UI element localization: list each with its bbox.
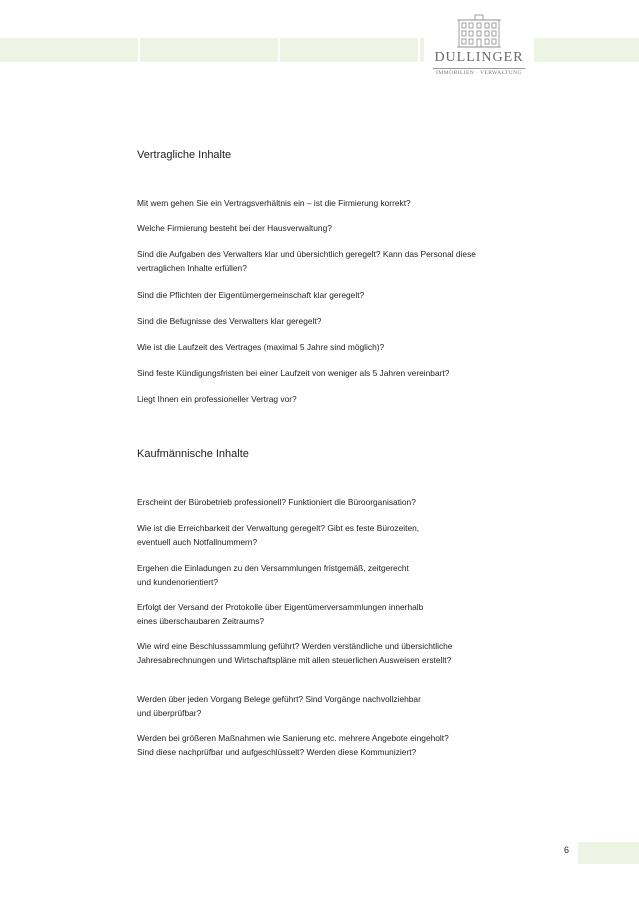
question-item: Sind die Aufgaben des Verwalters klar und übersichtlich geregelt? Kann das Personal diese vertraglichen Inhalte erfüllen? (137, 249, 476, 273)
header-band-divider (418, 38, 420, 62)
question-item: Liegt Ihnen ein professioneller Vertrag vor? (137, 394, 297, 404)
page-number: 6 (564, 845, 570, 855)
question-item: Sind die Befugnisse des Verwalters klar geregelt? (137, 316, 322, 326)
section-heading-kaufmaennische-inhalte: Kaufmännische Inhalte (137, 448, 249, 460)
logo-subtitle: IMMOBILIEN · VERWALTUNG (436, 70, 522, 76)
building-icon (453, 14, 505, 48)
header-band-divider (138, 38, 140, 62)
question-item: Werden bei größeren Maßnahmen wie Sanierung etc. mehrere Angebote eingeholt? Sind diese nachprüfbar und aufgeschlüsselt? Werden diese Kommuniziert? (137, 733, 449, 757)
logo-divider (433, 68, 525, 69)
header-band-divider (278, 38, 280, 62)
question-item: Sind die Pflichten der Eigentümergemeinschaft klar geregelt? (137, 290, 365, 300)
question-item: Erfolgt der Versand der Protokolle über Eigentümerversammlungen innerhalb eines überschaubaren Zeitraums? (137, 602, 424, 626)
question-item: Wie wird eine Beschlusssammlung geführt? Werden verständliche und übersichtliche Jahresabrechnungen und Wirtschaftspläne mit allen steuerlichen Ausweisen erstellt? (137, 641, 453, 665)
question-item: Ergehen die Einladungen zu den Versammlungen fristgemäß, zeitgerecht und kundenorientiert? (137, 563, 409, 587)
question-item: Wie ist die Erreichbarkeit der Verwaltung geregelt? Gibt es feste Bürozeiten, eventuell auch Notfallnummern? (137, 523, 420, 547)
company-logo (424, 14, 534, 84)
question-item: Werden über jeden Vorgang Belege geführt? Sind Vorgänge nachvollziehbar und überprüfbar? (137, 694, 421, 718)
section-heading-vertragliche-inhalte: Vertragliche Inhalte (137, 149, 232, 161)
question-item: Mit wem gehen Sie ein Vertragsverhältnis ein – ist die Firmierung korrekt? (137, 198, 411, 208)
question-item: Welche Firmierung besteht bei der Hausverwaltung? (137, 223, 332, 233)
footer-band (578, 842, 639, 864)
header-band (0, 38, 639, 62)
logo-name: DULLINGER (434, 50, 524, 65)
question-item: Sind feste Kündigungsfristen bei einer Laufzeit von weniger als 5 Jahren vereinbart? (137, 368, 450, 378)
question-item: Erscheint der Bürobetrieb professionell? Funktioniert die Büroorganisation? (137, 497, 416, 507)
question-item: Wie ist die Laufzeit des Vertrages (maximal 5 Jahre sind möglich)? (137, 342, 385, 352)
